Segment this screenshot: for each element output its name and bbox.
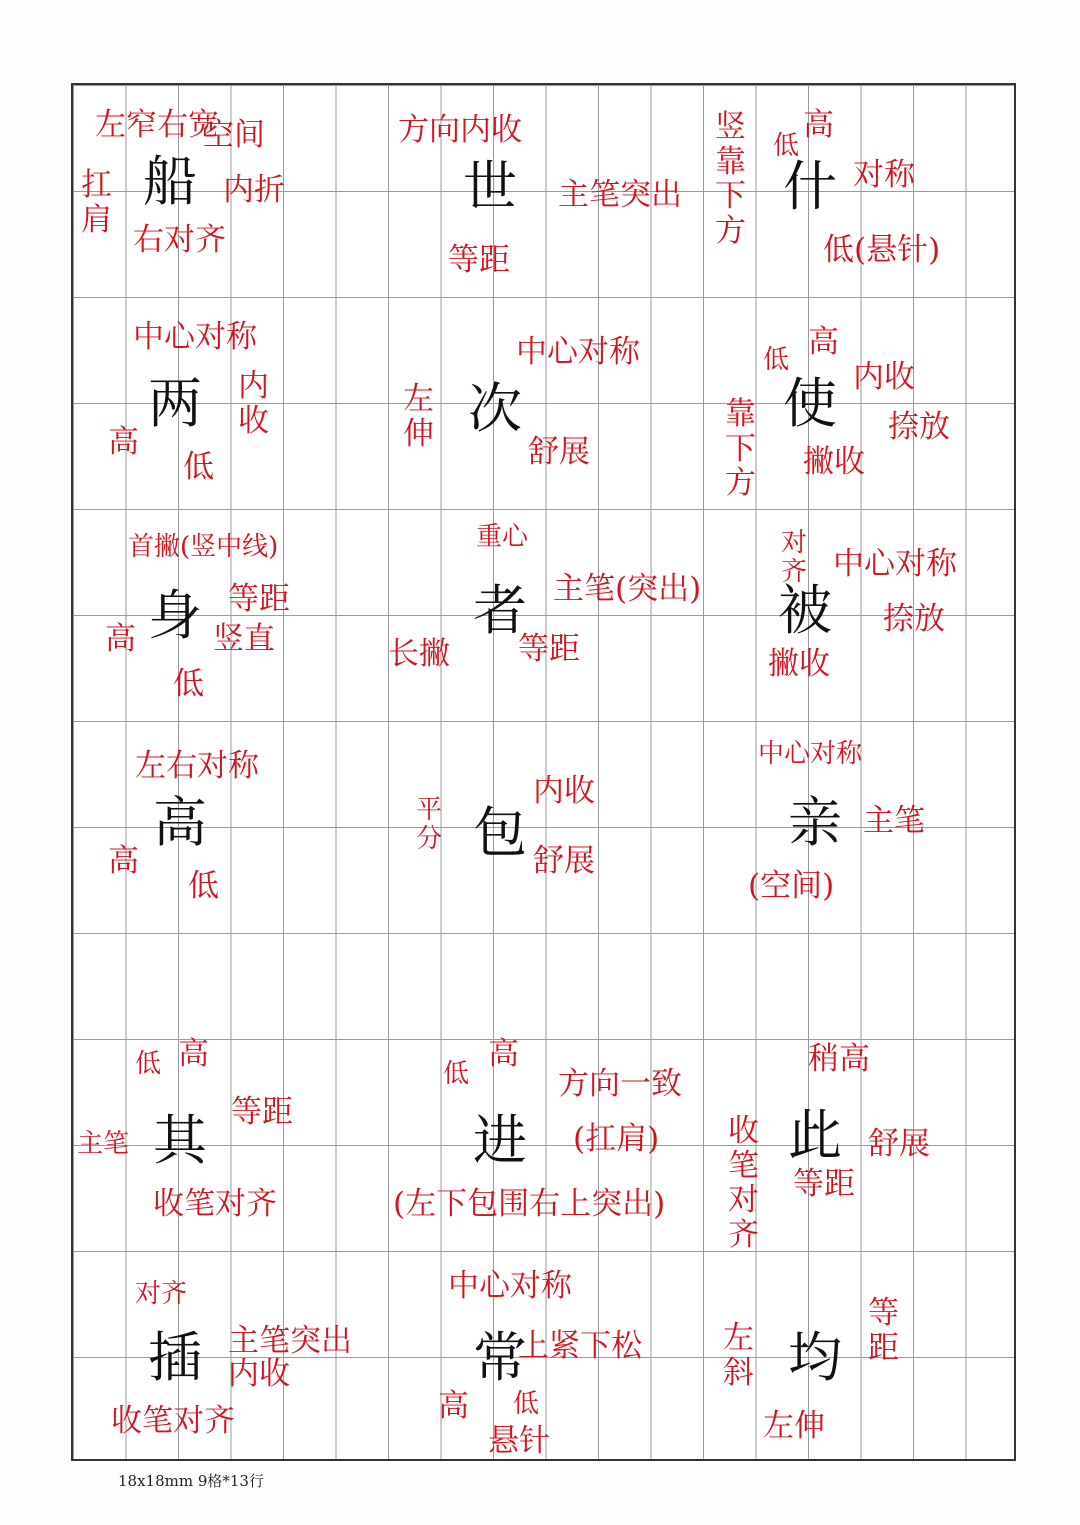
main-character: 亲 — [788, 791, 842, 854]
annotation: 方向内收 — [398, 112, 522, 148]
annotation: 中心对称 — [833, 546, 957, 582]
main-character: 船 — [143, 150, 197, 213]
cell-11 — [388, 721, 703, 933]
cell-4 — [73, 297, 388, 509]
annotation: 主笔突出 — [558, 177, 682, 213]
main-character: 被 — [778, 579, 832, 642]
annotation: 舒展 — [528, 434, 590, 470]
annotation: 低 — [135, 1049, 162, 1079]
sheet-footer-spec: 18x18mm 9格*13行 — [118, 1472, 264, 1490]
annotation: 右对齐 — [133, 222, 226, 258]
annotation: 高 — [438, 1388, 469, 1424]
cell-15 — [703, 1039, 1018, 1254]
annotation: (左下包围右上突出) — [393, 1186, 666, 1222]
main-character: 此 — [788, 1104, 842, 1167]
annotation: 长撇 — [388, 636, 450, 672]
main-character: 高 — [153, 791, 207, 854]
annotation: 低 — [173, 666, 204, 702]
cell-9 — [703, 509, 1018, 721]
annotation: 高 — [488, 1036, 519, 1072]
annotation: 平分 — [416, 795, 443, 855]
annotation: 内收 — [238, 368, 269, 439]
annotation: 高 — [105, 621, 136, 657]
annotation: 撇收 — [768, 646, 830, 682]
annotation: 主笔(突出) — [553, 571, 702, 607]
annotation: 低 — [763, 345, 790, 375]
cell-5 — [388, 297, 703, 509]
annotation: 方向一致 — [558, 1066, 682, 1102]
annotation: 收笔对齐 — [728, 1113, 759, 1254]
annotation: 高 — [108, 843, 139, 879]
main-character: 插 — [148, 1326, 202, 1389]
cell-3 — [703, 85, 1018, 297]
annotation: 高 — [178, 1036, 209, 1072]
annotation: (扛肩) — [573, 1121, 660, 1157]
annotation: 撇收 — [803, 444, 865, 480]
main-character: 包 — [473, 801, 527, 864]
annotation: 等距 — [231, 1094, 293, 1130]
cell-6 — [703, 297, 1018, 509]
annotation: 低 — [188, 868, 219, 904]
main-character: 两 — [148, 372, 202, 435]
cell-14 — [388, 1036, 703, 1251]
annotation: 低 — [183, 449, 214, 485]
annotation: 内收 — [533, 773, 595, 809]
cell-2 — [388, 85, 703, 297]
main-character: 均 — [788, 1326, 842, 1389]
annotation: 稍高 — [808, 1041, 870, 1077]
cell-17 — [388, 1251, 703, 1463]
main-character: 使 — [783, 372, 837, 435]
annotation: 舒展 — [868, 1126, 930, 1162]
annotation: 中心对称 — [448, 1268, 572, 1304]
cell-7 — [73, 509, 388, 721]
annotation: 高 — [108, 424, 139, 460]
annotation: 左窄右宽 — [95, 107, 219, 143]
annotation: 内收 — [853, 359, 915, 395]
annotation: 左斜 — [723, 1320, 754, 1391]
main-character: 常 — [473, 1326, 527, 1389]
main-character: 什 — [783, 155, 837, 218]
annotation: 中心对称 — [516, 334, 640, 370]
annotation: 收笔对齐 — [111, 1403, 235, 1439]
annotation: 舒展 — [533, 843, 595, 879]
main-character: 者 — [473, 579, 527, 642]
main-character: 身 — [148, 584, 202, 647]
main-character: 次 — [468, 377, 522, 440]
annotation: 肩 — [81, 202, 112, 238]
annotation: 捺放 — [883, 601, 945, 637]
annotation: 低 — [443, 1059, 470, 1089]
annotation: 主笔突出 — [228, 1323, 352, 1359]
annotation: 等距 — [518, 631, 580, 667]
annotation: 竖直 — [213, 621, 275, 657]
annotation: 悬针 — [488, 1423, 550, 1459]
annotation: 收笔对齐 — [153, 1186, 277, 1222]
annotation: 重心 — [476, 522, 529, 552]
cell-18 — [703, 1251, 1018, 1463]
annotation: 中心对称 — [133, 319, 257, 355]
cell-8 — [388, 509, 703, 721]
annotation: 高 — [808, 324, 839, 360]
practice-grid-sheet — [71, 83, 1016, 1461]
cell-10 — [73, 721, 388, 933]
cell-16 — [73, 1251, 388, 1463]
annotation: 等距 — [793, 1166, 855, 1202]
annotation: 上紧下松 — [518, 1328, 642, 1364]
main-character: 进 — [473, 1109, 527, 1172]
cell-13 — [73, 1036, 388, 1251]
cell-12 — [703, 721, 1018, 933]
annotation: 对齐 — [781, 528, 808, 588]
annotation: 主笔 — [77, 1129, 130, 1159]
annotation: 左伸 — [763, 1408, 825, 1444]
main-character: 世 — [463, 155, 517, 218]
annotation: 主笔 — [863, 803, 925, 839]
annotation: 低 — [773, 131, 800, 161]
annotation: 扛 — [81, 167, 112, 203]
annotation: 低 — [513, 1389, 540, 1419]
annotation: 左伸 — [403, 381, 434, 452]
main-character: 其 — [153, 1109, 207, 1172]
annotation: 靠下方 — [725, 396, 756, 502]
annotation: 对齐 — [135, 1279, 188, 1309]
annotation: 对称 — [853, 157, 915, 193]
annotation: 等距 — [448, 242, 510, 278]
annotation: 空间 — [203, 117, 265, 153]
annotation: 内收 — [228, 1356, 290, 1392]
annotation: 捺放 — [888, 409, 950, 445]
annotation: 等距 — [868, 1295, 899, 1366]
annotation: 内折 — [223, 172, 285, 208]
annotation: 首撇(竖中线) — [128, 532, 279, 562]
annotation: 中心对称 — [758, 739, 863, 769]
annotation: 等距 — [228, 581, 290, 617]
cell-1 — [73, 85, 388, 297]
annotation: 高 — [803, 107, 834, 143]
annotation: 左右对称 — [135, 748, 259, 784]
annotation: (空间) — [748, 868, 835, 904]
annotation: 低(悬针) — [823, 232, 941, 268]
annotation: 竖靠下方 — [715, 109, 746, 250]
